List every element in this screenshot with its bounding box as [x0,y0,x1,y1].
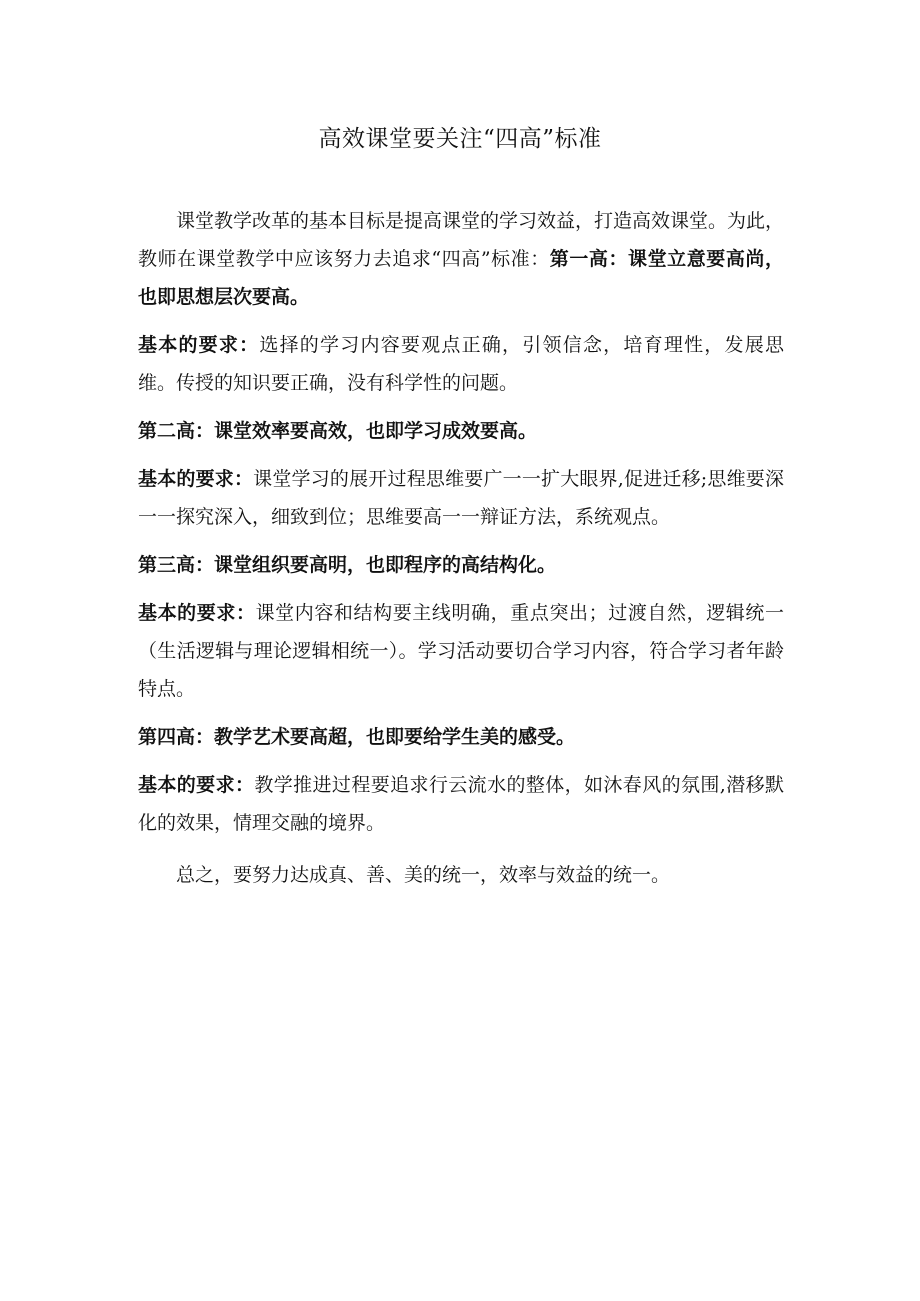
intro-text: 课堂教学改革的基本目标是提高课堂的学习效益，打造高效课堂。为此，教师在课堂教学中应该努力去追求“四高”标准： [138,210,785,270]
requirement-label: 基本的要求： [138,468,254,490]
fourth-standard-heading: 第四高：教学艺术要高超，也即要给学生美的感受。 [138,726,576,748]
requirement-text: 课堂学习的展开过程思维要广一一扩大眼界,促进迁移;思维要深一一探究深入，细致到位；思维要高一一辩证方法，系统观点。 [138,468,784,528]
first-standard-heading: 第一高：课堂立意要高尚，也即思想层次要高。 [138,248,784,308]
requirement-paragraph-4 [138,766,784,842]
document-body [138,202,784,904]
requirement-label: 基本的要求： [138,602,256,624]
requirement-label: 基本的要求： [138,774,255,796]
summary-paragraph: 总之，要努力达成真、善、美的统一，效率与效益的统一。 [176,864,671,886]
document-title: 高效课堂要关注“四高”标准 [318,126,602,152]
requirement-text: 教学推进过程要追求行云流水的整体，如沐春风的氛围,潜移默化的效果，情理交融的境界。 [138,774,784,834]
requirement-paragraph-3 [138,594,784,708]
requirement-paragraph-1 [138,326,784,402]
requirement-label: 基本的要求： [138,334,260,356]
second-standard-heading: 第二高：课堂效率要高效，也即学习成效要高。 [138,420,538,442]
third-standard-heading: 第三高：课堂组织要高明，也即程序的高结构化。 [138,554,557,576]
requirement-text: 选择的学习内容要观点正确，引领信念，培育理性，发展思维。传授的知识要正确，没有科学性的问题。 [138,334,784,394]
requirement-text: 课堂内容和结构要主线明确，重点突出；过渡自然，逻辑统一（生活逻辑与理论逻辑相统一）。学习活动要切合学习内容，符合学习者年龄特点。 [138,602,784,700]
requirement-paragraph-2 [138,460,784,536]
intro-paragraph [138,202,784,316]
